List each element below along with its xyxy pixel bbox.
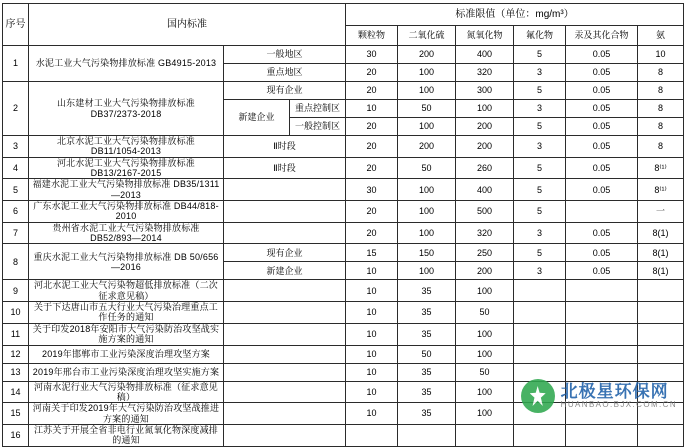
row-region — [224, 345, 346, 363]
row-region: 新建企业 — [224, 262, 346, 280]
cell-value: 300 — [456, 82, 514, 100]
cell-value: 200 — [398, 136, 456, 158]
cell-value: 100 — [456, 100, 514, 118]
cell-value: 8 — [638, 118, 684, 136]
cell-value: 0.05 — [566, 82, 638, 100]
row-seq: 1 — [3, 46, 29, 82]
cell-value: 20 — [346, 222, 398, 244]
cell-value — [638, 345, 684, 363]
cell-value: 100 — [398, 64, 456, 82]
cell-value: 20 — [346, 201, 398, 223]
watermark-url: HUANBAO.BJX.COM.CN — [560, 400, 677, 410]
cell-value: 100 — [398, 118, 456, 136]
header-pollutant-mercury: 汞及其化合物 — [566, 26, 638, 46]
row-region: Ⅱ时段 — [224, 136, 346, 158]
cell-value — [514, 345, 566, 363]
cell-value: 50 — [456, 363, 514, 381]
cell-value: 100 — [398, 201, 456, 223]
cell-value — [566, 403, 638, 425]
cell-value: 8(1) — [638, 244, 684, 262]
cell-value: 20 — [346, 157, 398, 179]
row-seq: 7 — [3, 222, 29, 244]
cell-value: 400 — [456, 179, 514, 201]
cell-value: 100 — [398, 82, 456, 100]
cell-value: 30 — [346, 179, 398, 201]
cell-value: 0.05 — [566, 157, 638, 179]
table-row — [3, 201, 684, 223]
cell-value: 8 — [638, 136, 684, 158]
cell-value: 5 — [514, 201, 566, 223]
cell-value: 20 — [346, 136, 398, 158]
cell-value: 0.05 — [566, 244, 638, 262]
cell-value — [514, 280, 566, 302]
cell-value: 250 — [456, 244, 514, 262]
cell-value: 20 — [346, 82, 398, 100]
cell-value — [346, 424, 398, 446]
table-row — [3, 244, 684, 262]
row-seq: 3 — [3, 136, 29, 158]
row-standard-name: 河南关于印发2019年大气污染防治攻坚战推进方案的通知 — [29, 403, 224, 425]
header-pollutant-fluoride: 氟化物 — [514, 26, 566, 46]
table-row — [3, 381, 684, 403]
cell-value — [566, 280, 638, 302]
cell-value: 10 — [346, 280, 398, 302]
row-seq: 15 — [3, 403, 29, 425]
cell-value: 10 — [346, 381, 398, 403]
table-row — [3, 179, 684, 201]
cell-value: 8 — [638, 100, 684, 118]
header-standard: 国内标准 — [29, 4, 346, 46]
row-region — [224, 222, 346, 244]
row-region — [224, 179, 346, 201]
cell-value — [566, 323, 638, 345]
cell-value: 0.05 — [566, 262, 638, 280]
cell-value: 200 — [456, 118, 514, 136]
cell-value: 200 — [398, 46, 456, 64]
cell-value — [514, 302, 566, 324]
row-standard-name: 水泥工业大气污染物排放标准 GB4915-2013 — [29, 46, 224, 82]
cell-value: 100 — [456, 345, 514, 363]
cell-value: 50 — [456, 302, 514, 324]
row-region: 一般地区 — [224, 46, 346, 64]
cell-value — [566, 302, 638, 324]
table-row — [3, 403, 684, 425]
cell-value: 50 — [398, 100, 456, 118]
row-region — [224, 424, 346, 446]
row-seq: 16 — [3, 424, 29, 446]
row-seq: 9 — [3, 280, 29, 302]
row-region: Ⅱ时段 — [224, 157, 346, 179]
table-row — [3, 222, 684, 244]
cell-value — [514, 403, 566, 425]
row-region: 重点地区 — [224, 64, 346, 82]
row-subregion: 重点控制区 — [290, 100, 346, 118]
row-standard-name: 河北水泥工业大气污染物超低排放标准（二次征求意见稿） — [29, 280, 224, 302]
cell-value: 30 — [346, 46, 398, 64]
cell-value — [456, 424, 514, 446]
row-standard-name: 重庆水泥工业大气污染物排放标准 DB 50/656—2016 — [29, 244, 224, 280]
cell-value — [638, 424, 684, 446]
row-seq: 14 — [3, 381, 29, 403]
table-row — [3, 323, 684, 345]
row-region: 现有企业 — [224, 82, 346, 100]
cell-value — [638, 381, 684, 403]
cell-value: 0.05 — [566, 136, 638, 158]
row-region — [224, 302, 346, 324]
table-row — [3, 280, 684, 302]
cell-value: 0.05 — [566, 64, 638, 82]
cell-value: 100 — [398, 179, 456, 201]
cell-value — [566, 381, 638, 403]
cell-value: 320 — [456, 222, 514, 244]
cell-value — [514, 424, 566, 446]
row-standard-name: 2019年邢台市工业污染深度治理攻坚实施方案 — [29, 363, 224, 381]
row-region — [224, 363, 346, 381]
table-row — [3, 46, 684, 64]
cell-value: 10 — [346, 323, 398, 345]
table-row — [3, 82, 684, 100]
cell-value: 200 — [456, 136, 514, 158]
cell-value: 5 — [514, 179, 566, 201]
cell-value: 20 — [346, 64, 398, 82]
header-seq: 序号 — [3, 4, 29, 46]
cell-value: 320 — [456, 64, 514, 82]
row-standard-name: 2019年邯郸市工业污染深度治理攻坚方案 — [29, 345, 224, 363]
row-seq: 4 — [3, 157, 29, 179]
cell-value: 8 — [638, 64, 684, 82]
cell-value: 260 — [456, 157, 514, 179]
row-region — [224, 323, 346, 345]
table-row — [3, 424, 684, 446]
header-pollutant-particulate: 颗粒物 — [346, 26, 398, 46]
table-row — [3, 157, 684, 179]
cell-value: 500 — [456, 201, 514, 223]
cell-value: 10 — [346, 363, 398, 381]
row-standard-name: 福建水泥工业大气污染物排放标准 DB35/1311—2013 — [29, 179, 224, 201]
cell-value: 100 — [456, 323, 514, 345]
table-row — [3, 136, 684, 158]
cell-value — [566, 424, 638, 446]
row-standard-name: 河南水泥行业大气污染物排放标准（征求意见稿） — [29, 381, 224, 403]
row-subregion: 一般控制区 — [290, 118, 346, 136]
cell-value: 150 — [398, 244, 456, 262]
cell-value: 10 — [346, 302, 398, 324]
row-seq: 12 — [3, 345, 29, 363]
cell-value: 8⁽¹⁾ — [638, 157, 684, 179]
cell-value — [514, 323, 566, 345]
cell-value — [514, 363, 566, 381]
cell-value — [638, 363, 684, 381]
cell-value: 5 — [514, 244, 566, 262]
cell-value: 5 — [514, 46, 566, 64]
cell-value: 5 — [514, 157, 566, 179]
cell-value: 100 — [456, 280, 514, 302]
row-standard-name: 江苏关于开展全省非电行业氮氧化物深度减排的通知 — [29, 424, 224, 446]
cell-value: 8(1) — [638, 222, 684, 244]
cell-value: 3 — [514, 136, 566, 158]
cell-value: 10 — [346, 345, 398, 363]
cell-value — [638, 302, 684, 324]
table-row — [3, 363, 684, 381]
cell-value — [638, 403, 684, 425]
row-seq: 5 — [3, 179, 29, 201]
cell-value: 10 — [346, 403, 398, 425]
header-pollutant-ammonia: 氨 — [638, 26, 684, 46]
cell-value: 100 — [456, 381, 514, 403]
row-seq: 13 — [3, 363, 29, 381]
cell-value — [638, 323, 684, 345]
cell-value: 35 — [398, 381, 456, 403]
cell-value — [398, 424, 456, 446]
row-seq: 8 — [3, 244, 29, 280]
header-limits-group: 标准限值（单位：mg/m³） — [346, 4, 684, 26]
table-row — [3, 345, 684, 363]
row-standard-name: 广东水泥工业大气污染物排放标准 DB44/818-2010 — [29, 201, 224, 223]
row-seq: 2 — [3, 82, 29, 136]
cell-value: 0.05 — [566, 222, 638, 244]
cell-value: 3 — [514, 64, 566, 82]
row-region — [224, 381, 346, 403]
cell-value: 10 — [346, 262, 398, 280]
cell-value — [566, 345, 638, 363]
row-seq: 6 — [3, 201, 29, 223]
cell-value: 35 — [398, 403, 456, 425]
cell-value: 一 — [638, 201, 684, 223]
cell-value: 10 — [638, 46, 684, 64]
cell-value: 50 — [398, 345, 456, 363]
row-region — [224, 403, 346, 425]
cell-value: 35 — [398, 363, 456, 381]
cell-value: 15 — [346, 244, 398, 262]
cell-value: 8 — [638, 82, 684, 100]
cell-value: 20 — [346, 118, 398, 136]
cell-value — [638, 280, 684, 302]
row-seq: 10 — [3, 302, 29, 324]
header-pollutant-so2: 二氧化硫 — [398, 26, 456, 46]
cell-value: 35 — [398, 280, 456, 302]
cell-value: 400 — [456, 46, 514, 64]
cell-value: 10 — [346, 100, 398, 118]
cell-value: 3 — [514, 262, 566, 280]
row-standard-name: 北京水泥工业大气污染物排放标准 DB11/1054-2013 — [29, 136, 224, 158]
cell-value: 8⁽¹⁾ — [638, 179, 684, 201]
cell-value — [514, 381, 566, 403]
row-standard-name: 关于下达唐山市五大行业大气污染治理重点工作任务的通知 — [29, 302, 224, 324]
row-region: 新建企业 — [224, 100, 290, 136]
cell-value: 100 — [398, 222, 456, 244]
cell-value: 50 — [398, 157, 456, 179]
cell-value: 100 — [398, 262, 456, 280]
table-row — [3, 302, 684, 324]
cell-value: 0.05 — [566, 179, 638, 201]
cell-value: 8(1) — [638, 262, 684, 280]
cell-value: 200 — [456, 262, 514, 280]
table-body — [3, 46, 684, 447]
cell-value: 5 — [514, 118, 566, 136]
cell-value: 35 — [398, 323, 456, 345]
row-standard-name: 贵州省水泥工业大气污染物排放标准 DB52/893—2014 — [29, 222, 224, 244]
row-standard-name: 河北水泥工业大气污染物排放标准 DB13/2167-2015 — [29, 157, 224, 179]
watermark-title: 北极星环保网 — [560, 381, 669, 401]
cell-value — [566, 363, 638, 381]
cell-value: 0.05 — [566, 100, 638, 118]
row-region — [224, 280, 346, 302]
cell-value: 0.05 — [566, 118, 638, 136]
cell-value: 0.05 — [566, 46, 638, 64]
standards-table — [2, 3, 684, 447]
cell-value: 3 — [514, 222, 566, 244]
row-region: 现有企业 — [224, 244, 346, 262]
row-region — [224, 201, 346, 223]
cell-value: 35 — [398, 302, 456, 324]
cell-value — [566, 201, 638, 223]
cell-value: 5 — [514, 82, 566, 100]
row-seq: 11 — [3, 323, 29, 345]
cell-value: 100 — [456, 403, 514, 425]
row-standard-name: 关于印发2018年安阳市大气污染防治攻坚战实施方案的通知 — [29, 323, 224, 345]
cell-value: 3 — [514, 100, 566, 118]
header-pollutant-nox: 氮氧化物 — [456, 26, 514, 46]
row-standard-name: 山东建材工业大气污染物排放标准 DB37/2373-2018 — [29, 82, 224, 136]
